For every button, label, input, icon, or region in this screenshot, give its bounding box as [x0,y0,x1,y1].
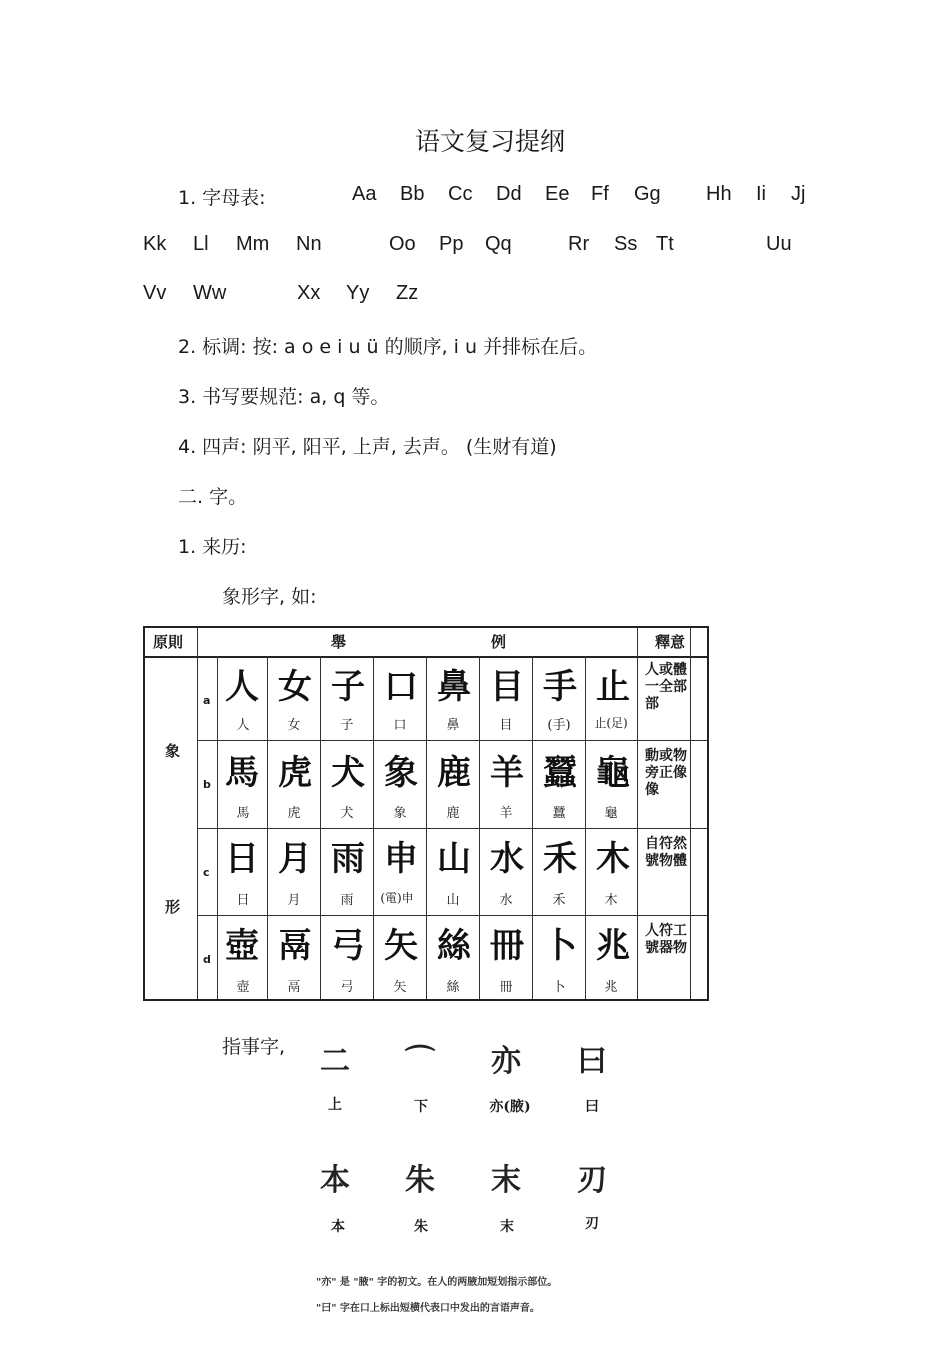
pictograph-glyph: 馬 [225,753,259,793]
pictograph-caption: 月 [287,893,301,908]
alphabet-letter: Ll [193,233,209,255]
row-meaning: 人或體一全部部 [645,662,687,712]
pictograph-caption: 子 [340,718,354,733]
alphabet-letter: Zz [396,282,419,304]
alphabet-letter: Ii [756,183,766,205]
alphabet-letter: Dd [496,183,522,205]
row-meaning: 動或物旁正像像 [645,748,687,798]
pictographic-intro: 象形字, 如: [222,586,317,608]
pictograph-caption: 虎 [287,806,301,821]
writing-rule-text: 3. 书写要规范: a, q 等。 [178,386,390,408]
pictograph-caption: 兆 [604,980,618,995]
indicative-intro: 指事字, [222,1036,286,1058]
footnote: "曰" 字在口上标出短横代表口中发出的言语声音。 [316,1303,540,1314]
pictograph-caption: 女 [287,718,301,733]
header-principle: 原則 [153,633,184,651]
pictograph-caption: (電)申 [380,891,414,905]
tone-rule-text: 2. 标调: 按: a o e i u ü 的顺序, i u 并排标在后。 [178,336,598,358]
footnote: "亦" 是 "腋" 字的初文。在人的两腋加短划指示部位。 [316,1277,558,1288]
pictograph-glyph: 人 [225,667,259,707]
pictograph-caption: 鹿 [446,806,460,821]
alphabet-letter: Yy [346,282,370,304]
pictograph-caption: 馬 [236,806,250,821]
alphabet-letter: Ww [193,282,227,304]
pictograph-caption: (手) [547,718,571,733]
pictograph-glyph: 申 [384,839,418,879]
pictograph-caption: 目 [499,718,513,733]
alphabet-letter: Pp [439,233,464,255]
pictograph-caption: 龜 [604,806,618,821]
row-letter: d [203,953,211,966]
alphabet-letter: Hh [706,183,732,205]
pictograph-caption: 鼻 [446,718,460,733]
pictograph-table [143,626,709,1001]
alphabet-letter: Gg [634,183,661,205]
pictograph-glyph: 龜 [596,753,630,793]
pictograph-caption: 鬲 [287,980,301,995]
header-examples-1: 舉 [331,633,347,651]
indicative-glyph: 本 [320,1163,350,1198]
pictograph-glyph: 日 [225,839,259,879]
pictograph-caption: 人 [236,718,250,733]
indicative-caption: 刃 [585,1216,599,1232]
side-label-xiang: 象 [165,742,181,760]
pictograph-glyph: 禾 [543,839,577,879]
row-letter: c [203,866,210,879]
alphabet-letter: Kk [143,233,167,255]
pictograph-caption: 羊 [499,806,513,821]
pictograph-glyph: 壺 [225,926,259,966]
alphabet-letter: Vv [143,282,167,304]
pictograph-caption: 口 [393,718,407,733]
indicative-caption: 下 [414,1099,428,1115]
origin-heading: 1. 来历: [178,536,247,558]
indicative-caption: 朱 [414,1219,428,1235]
pictograph-glyph: 月 [278,839,312,879]
pictograph-glyph: 子 [331,667,365,707]
indicative-glyph: 末 [491,1163,521,1198]
pictograph-glyph: 雨 [331,839,365,879]
indicative-glyph: ⌒ [405,1044,435,1079]
indicative-caption: 上 [328,1097,342,1113]
pictograph-glyph: 蠶 [543,753,577,793]
indicative-glyph: 二 [320,1044,350,1079]
pictograph-glyph: 矢 [384,926,418,966]
pictograph-caption: 壺 [236,980,250,995]
alphabet-letter: Mm [236,233,270,255]
pictograph-caption: 山 [446,893,460,908]
alphabet-letter: Rr [568,233,590,255]
pictograph-glyph: 女 [278,667,312,707]
section-heading: 二. 字。 [178,486,248,508]
alphabet-letter: Ee [545,183,570,205]
pictograph-glyph: 水 [490,839,524,879]
indicative-caption: 本 [331,1219,345,1235]
alphabet-letter: Qq [485,233,512,255]
alphabet-letter: Bb [400,183,425,205]
pictograph-caption: 犬 [340,806,354,821]
pictograph-glyph: 口 [384,667,418,707]
pictograph-caption: 矢 [393,980,407,995]
pictograph-glyph: 弓 [331,926,365,966]
pictograph-glyph: 兆 [596,926,630,966]
pictograph-glyph: 冊 [490,926,524,966]
alphabet-letter: Cc [448,183,473,205]
pictograph-glyph: 羊 [490,753,524,793]
indicative-caption: 末 [500,1219,514,1235]
pictograph-caption: 禾 [552,893,566,908]
indicative-glyph: 曰 [577,1044,607,1079]
alphabet-letter: Jj [791,183,806,205]
alphabet-letter: Tt [656,233,674,255]
alphabet-label: 1. 字母表: [178,187,266,209]
row-letter: b [203,778,211,791]
pictograph-caption: 止(足) [594,716,628,730]
alphabet-letter: Oo [389,233,416,255]
pictograph-glyph: 鹿 [437,753,471,793]
pictograph-glyph: 手 [543,667,577,707]
pictograph-caption: 弓 [340,980,354,995]
pictograph-glyph: 止 [596,667,630,707]
side-label-xing: 形 [165,898,181,916]
indicative-caption: 亦(腋) [489,1099,531,1115]
pictograph-caption: 絲 [446,980,460,995]
pictograph-glyph: 象 [384,753,418,793]
table-header [145,628,707,658]
pictograph-glyph: 犬 [331,753,365,793]
header-meaning: 釋意 [655,633,686,651]
pictograph-caption: 卜 [552,980,566,995]
alphabet-letter: Aa [352,183,377,205]
row-letter: a [203,694,211,707]
indicative-glyph: 朱 [405,1163,435,1198]
indicative-glyph: 亦 [491,1044,521,1079]
header-examples-2: 例 [491,633,507,651]
pictograph-glyph: 鬲 [278,926,312,966]
pictograph-caption: 象 [393,806,407,821]
pictograph-caption: 水 [499,893,513,908]
alphabet-letter: Uu [766,233,792,255]
row-meaning: 人符工號器物 [645,923,687,956]
page-title: 语文复习提纲 [414,127,565,156]
indicative-glyph: 刃 [577,1163,607,1198]
pictograph-glyph: 目 [490,667,524,707]
pictograph-glyph: 虎 [278,753,312,793]
pictograph-caption: 冊 [499,980,513,995]
pictograph-glyph: 鼻 [437,667,471,707]
alphabet-letter: Ss [614,233,638,255]
pictograph-caption: 日 [236,893,250,908]
pictograph-glyph: 絲 [437,926,471,966]
alphabet-letter: Nn [296,233,322,255]
pictograph-caption: 木 [604,893,618,908]
row-meaning: 自符然號物體 [645,836,687,869]
pictograph-glyph: 木 [596,839,630,879]
four-tones-text: 4. 四声: 阴平, 阳平, 上声, 去声。 (生财有道) [178,436,557,458]
indicative-caption: 曰 [585,1099,599,1115]
pictograph-glyph: 卜 [543,926,577,966]
alphabet-letter: Ff [591,183,609,205]
alphabet-letter: Xx [297,282,321,304]
pictograph-glyph: 山 [437,839,471,879]
pictograph-caption: 雨 [340,893,354,908]
pictograph-caption: 蠶 [552,806,566,821]
